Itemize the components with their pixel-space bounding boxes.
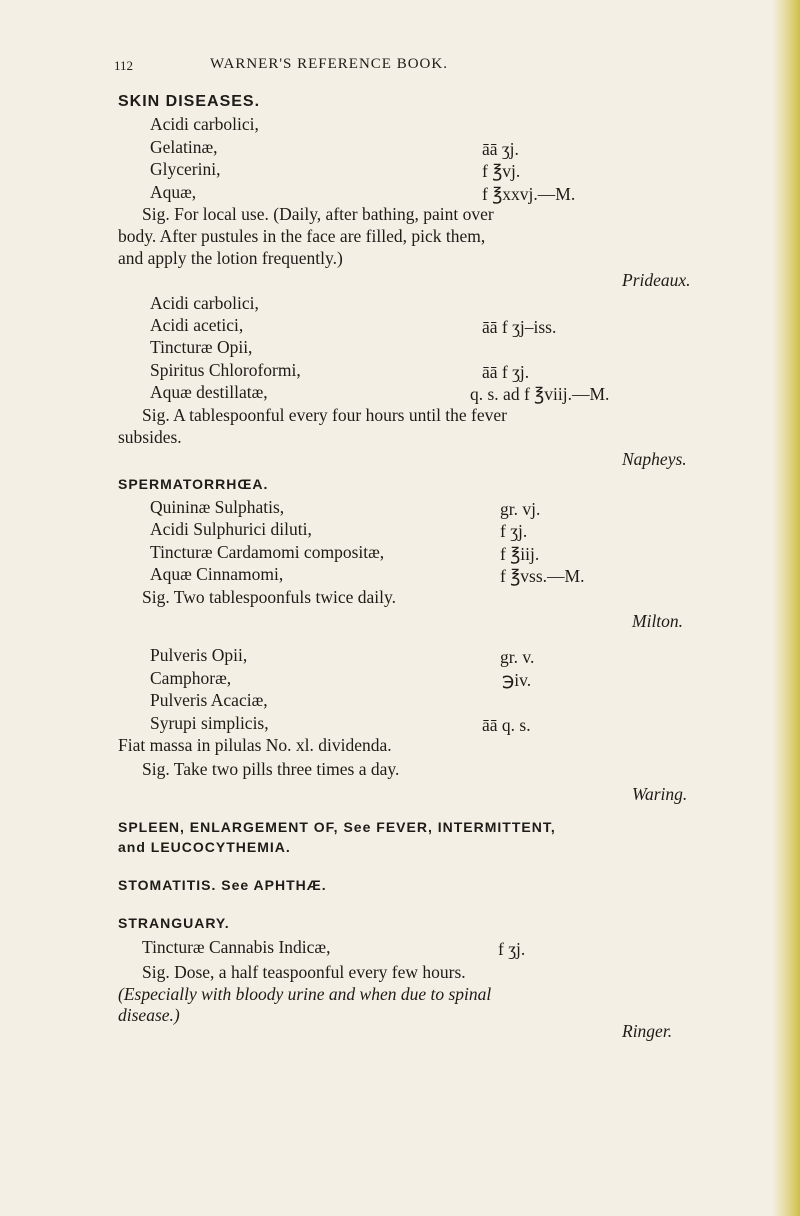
ingredient-name: Acidi carbolici, [150, 114, 259, 134]
ingredient-dose: gr. v. [500, 647, 535, 667]
sig-line: disease.) [118, 1005, 180, 1025]
sig-line: Sig. Two tablespoonfuls twice daily. [142, 587, 396, 607]
ingredient-name: Pulveris Opii, [150, 645, 248, 665]
fiat-line: Fiat massa in pilulas No. xl. dividenda. [118, 735, 392, 755]
ingredient-name: Acidi acetici, [150, 315, 244, 335]
ingredient-dose: f ℥iij. [500, 544, 540, 564]
ingredient-dose: āā f ʒj. [482, 362, 530, 382]
ingredient-name: Spiritus Chloroformi, [150, 360, 301, 380]
author-name: Ringer. [622, 1021, 673, 1041]
author-name: Prideaux. [622, 270, 691, 290]
ingredient-name: Aquæ Cinnamomi, [150, 564, 284, 584]
section-heading-stranguary: STRANGUARY. [118, 915, 230, 931]
page-edge [772, 0, 800, 1216]
section-heading-skin: SKIN DISEASES. [118, 93, 261, 110]
ingredient-name: Aquæ, [150, 182, 197, 202]
author-name: Waring. [632, 784, 688, 804]
running-head: WARNER'S REFERENCE BOOK. [210, 56, 448, 72]
sig-line: and apply the lotion frequently.) [118, 248, 343, 268]
ingredient-name: Gelatinæ, [150, 137, 218, 157]
ingredient-name: Acidi Sulphurici diluti, [150, 519, 312, 539]
ingredient-name: Tincturæ Cardamomi compositæ, [150, 542, 385, 562]
sig-line: Sig. Dose, a half teaspoonful every few hours. [142, 962, 466, 982]
ingredient-dose: ℈iv. [502, 670, 532, 690]
ingredient-name: Tincturæ Cannabis Indicæ, [142, 937, 331, 957]
ingredient-name: Syrupi simplicis, [150, 713, 269, 733]
ingredient-name: Quininæ Sulphatis, [150, 497, 285, 517]
ingredient-name: Glycerini, [150, 159, 221, 179]
ingredient-name: Tincturæ Opii, [150, 337, 253, 357]
ingredient-dose: f ʒj. [500, 521, 528, 541]
sig-line: Sig. Take two pills three times a day. [142, 759, 400, 779]
ingredient-dose: f ʒj. [498, 939, 526, 959]
sig-line: Sig. A tablespoonful every four hours until the fever [142, 405, 507, 425]
sig-line: body. After pustules in the face are filled, pick them, [118, 226, 486, 246]
author-name: Napheys. [622, 449, 687, 469]
ingredient-dose: f ℥vss.—M. [500, 566, 585, 586]
ingredient-name: Pulveris Acaciæ, [150, 690, 268, 710]
page-number: 112 [114, 58, 134, 73]
ingredient-dose: f ℥vj. [482, 161, 521, 181]
ingredient-dose: āā q. s. [482, 715, 531, 735]
author-name: Milton. [632, 611, 684, 631]
ingredient-name: Camphoræ, [150, 668, 232, 688]
ingredient-name: Acidi carbolici, [150, 293, 259, 313]
ingredient-dose: āā f ʒj–iss. [482, 317, 557, 337]
sig-line: (Especially with bloody urine and when due to spinal [118, 984, 492, 1004]
sig-line: subsides. [118, 427, 182, 447]
sig-line: Sig. For local use. (Daily, after bathing, paint over [142, 204, 494, 224]
section-heading-stomatitis: STOMATITIS. See APHTHÆ. [118, 877, 327, 893]
ingredient-dose: f ℥xxvj.—M. [482, 184, 576, 204]
ingredient-dose: gr. vj. [500, 499, 541, 519]
section-heading-spleen: SPLEEN, ENLARGEMENT OF, See FEVER, INTERMITTENT, [118, 819, 556, 835]
ingredient-name: Aquæ destillatæ, [150, 382, 268, 402]
ingredient-dose: āā ʒj. [482, 139, 519, 159]
ingredient-dose: q. s. ad f ℥viij.—M. [470, 384, 610, 404]
section-heading-spleen-cont: and LEUCOCYTHEMIA. [118, 839, 291, 855]
section-heading-spermatorrhoea: SPERMATORRHŒA. [118, 476, 269, 492]
